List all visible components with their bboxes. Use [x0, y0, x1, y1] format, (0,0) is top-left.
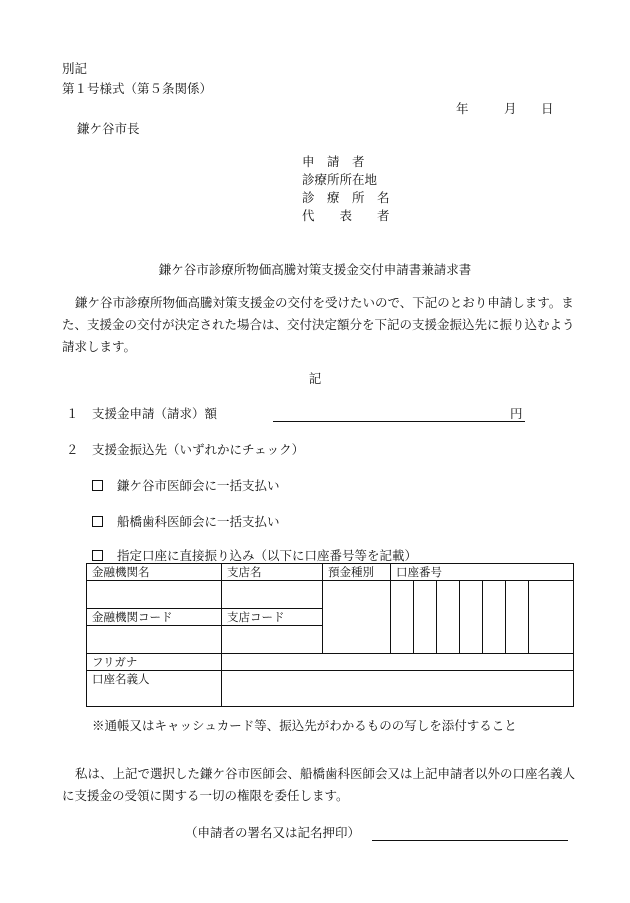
account-digit-cell[interactable] — [483, 581, 506, 654]
attachment-note: ※通帳又はキャッシュカード等、振込先がわかるものの写しを添付すること — [92, 718, 517, 733]
document-title: 鎌ケ谷市診療所物価高騰対策支援金交付申請書兼請求書 — [158, 262, 472, 277]
signature-line[interactable] — [372, 840, 568, 841]
deposit-type-header: 預金種別 — [323, 564, 391, 581]
branch-code-cell[interactable] — [222, 626, 323, 654]
checkbox-icon[interactable] — [92, 550, 103, 561]
account-digit-cell[interactable] — [529, 581, 574, 654]
account-digit-cell[interactable] — [391, 581, 414, 654]
clinic-name-label: 診 療 所 名 — [302, 190, 390, 205]
date-day-label: 日 — [541, 101, 554, 116]
appendix-note: 別記 — [62, 61, 88, 76]
option-direct-transfer[interactable] — [92, 548, 417, 564]
item1-number: １ — [66, 406, 79, 421]
form-number: 第１号様式（第５条関係） — [62, 81, 213, 96]
ki-heading: 記 — [308, 371, 322, 386]
furigana-cell[interactable] — [222, 654, 574, 671]
applicant-block — [302, 153, 390, 225]
date-year-label: 年 — [456, 101, 469, 116]
bank-name-cell[interactable] — [87, 581, 222, 609]
amount-line[interactable] — [273, 421, 525, 422]
item2-label: 支援金振込先（いずれかにチェック） — [92, 442, 305, 457]
furigana-header: フリガナ — [87, 654, 222, 671]
signature-label: （申請者の署名又は記名押印） — [185, 825, 361, 840]
account-table — [86, 563, 574, 707]
branch-name-header: 支店名 — [222, 564, 323, 581]
holder-header: 口座名義人 — [87, 671, 222, 707]
branch-name-cell[interactable] — [222, 581, 323, 609]
bank-code-cell[interactable] — [87, 626, 222, 654]
intro-paragraph: 鎌ケ谷市診療所物価高騰対策支援金の交付を受けたいので、下記のとおり申請します。また、支援金の交付が決定された場合は、交付決定額分を下記の支援金振込先に振り込むよう請求します。 — [62, 295, 575, 354]
deposit-type-cell[interactable] — [323, 581, 391, 654]
option-label: 指定口座に直接振り込み（以下に口座番号等を記載） — [117, 548, 418, 563]
checkbox-icon[interactable] — [92, 516, 103, 527]
holder-cell[interactable] — [222, 671, 574, 707]
checkbox-icon[interactable] — [92, 480, 103, 491]
account-digit-cell[interactable] — [437, 581, 460, 654]
applicant-label: 申 請 者 — [302, 154, 365, 169]
representative-label: 代 表 者 — [302, 208, 390, 223]
branch-code-header: 支店コード — [222, 609, 323, 626]
item2-number: ２ — [66, 442, 79, 457]
option-label: 鎌ケ谷市医師会に一括支払い — [117, 478, 280, 493]
delegation-paragraph: 私は、上記で選択した鎌ケ谷市医師会、船橋歯科医師会又は上記申請者以外の口座名義人に支援金の受領に関する一切の権限を委任します。 — [62, 766, 576, 803]
clinic-address-label: 診療所所在地 — [302, 172, 378, 187]
account-digit-cell[interactable] — [460, 581, 483, 654]
option-funabashi-dental[interactable] — [92, 514, 280, 530]
option-kamagaya-medical[interactable] — [92, 478, 280, 494]
bank-code-header: 金融機関コード — [87, 609, 222, 626]
yen-unit: 円 — [510, 406, 523, 421]
date-month-label: 月 — [504, 101, 517, 116]
item1-label: 支援金申請（請求）額 — [92, 406, 218, 421]
account-digit-cell[interactable] — [506, 581, 529, 654]
option-label: 船橋歯科医師会に一括支払い — [117, 514, 280, 529]
account-number-header: 口座番号 — [391, 564, 574, 581]
addressee: 鎌ケ谷市長 — [77, 121, 140, 136]
bank-name-header: 金融機関名 — [87, 564, 222, 581]
account-digit-cell[interactable] — [414, 581, 437, 654]
